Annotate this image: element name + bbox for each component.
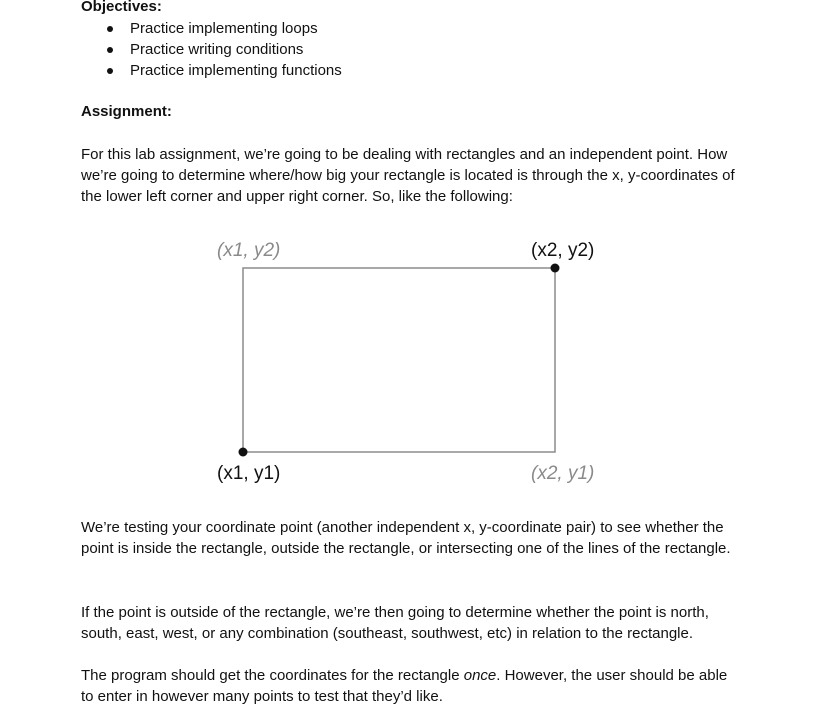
assignment-paragraph-3: If the point is outside of the rectangle, we’re then going to determine whether the point is north, south, east, west, or any combination (southeast, southwest, etc) in relation to the rectangle. <box>81 604 709 642</box>
rectangle-outline <box>243 268 555 452</box>
label-bottom-right: (x2, y1) <box>531 463 595 484</box>
lower-left-point <box>239 448 248 457</box>
assignment-intro: For this lab assignment, we’re going to be dealing with rectangles and an independent point. How we’re going to determine where/how big your rectangle is located is through the x, y-coordinates of the lower left corner and upper right corner. So, like the following: <box>81 146 735 205</box>
paragraph-4-emphasis: once <box>463 667 497 684</box>
assignment-paragraph-4 <box>81 665 741 707</box>
assignment-paragraph-2: We’re testing your coordinate point (another independent x, y-coordinate pair) to see whether the point is inside the rectangle, outside the rectangle, or intersecting one of the lines of the rectangle. <box>81 519 731 557</box>
objective-text: Practice implementing loops <box>130 20 318 37</box>
label-top-left: (x1, y2) <box>217 240 281 261</box>
paragraph-4-end: . However, the user should be able to enter in however many points to test that they’d like. <box>81 667 728 705</box>
assignment-heading: Assignment: <box>81 103 172 120</box>
objectives-heading: Objectives: <box>81 0 162 15</box>
label-bottom-left: (x1, y1) <box>217 463 281 484</box>
objective-text: Practice implementing functions <box>130 62 342 79</box>
paragraph-4-start: The program should get the coordinates for the rectangle <box>81 667 464 684</box>
label-top-right: (x2, y2) <box>531 240 595 261</box>
objective-text: Practice writing conditions <box>130 41 304 58</box>
upper-right-point <box>551 264 560 273</box>
